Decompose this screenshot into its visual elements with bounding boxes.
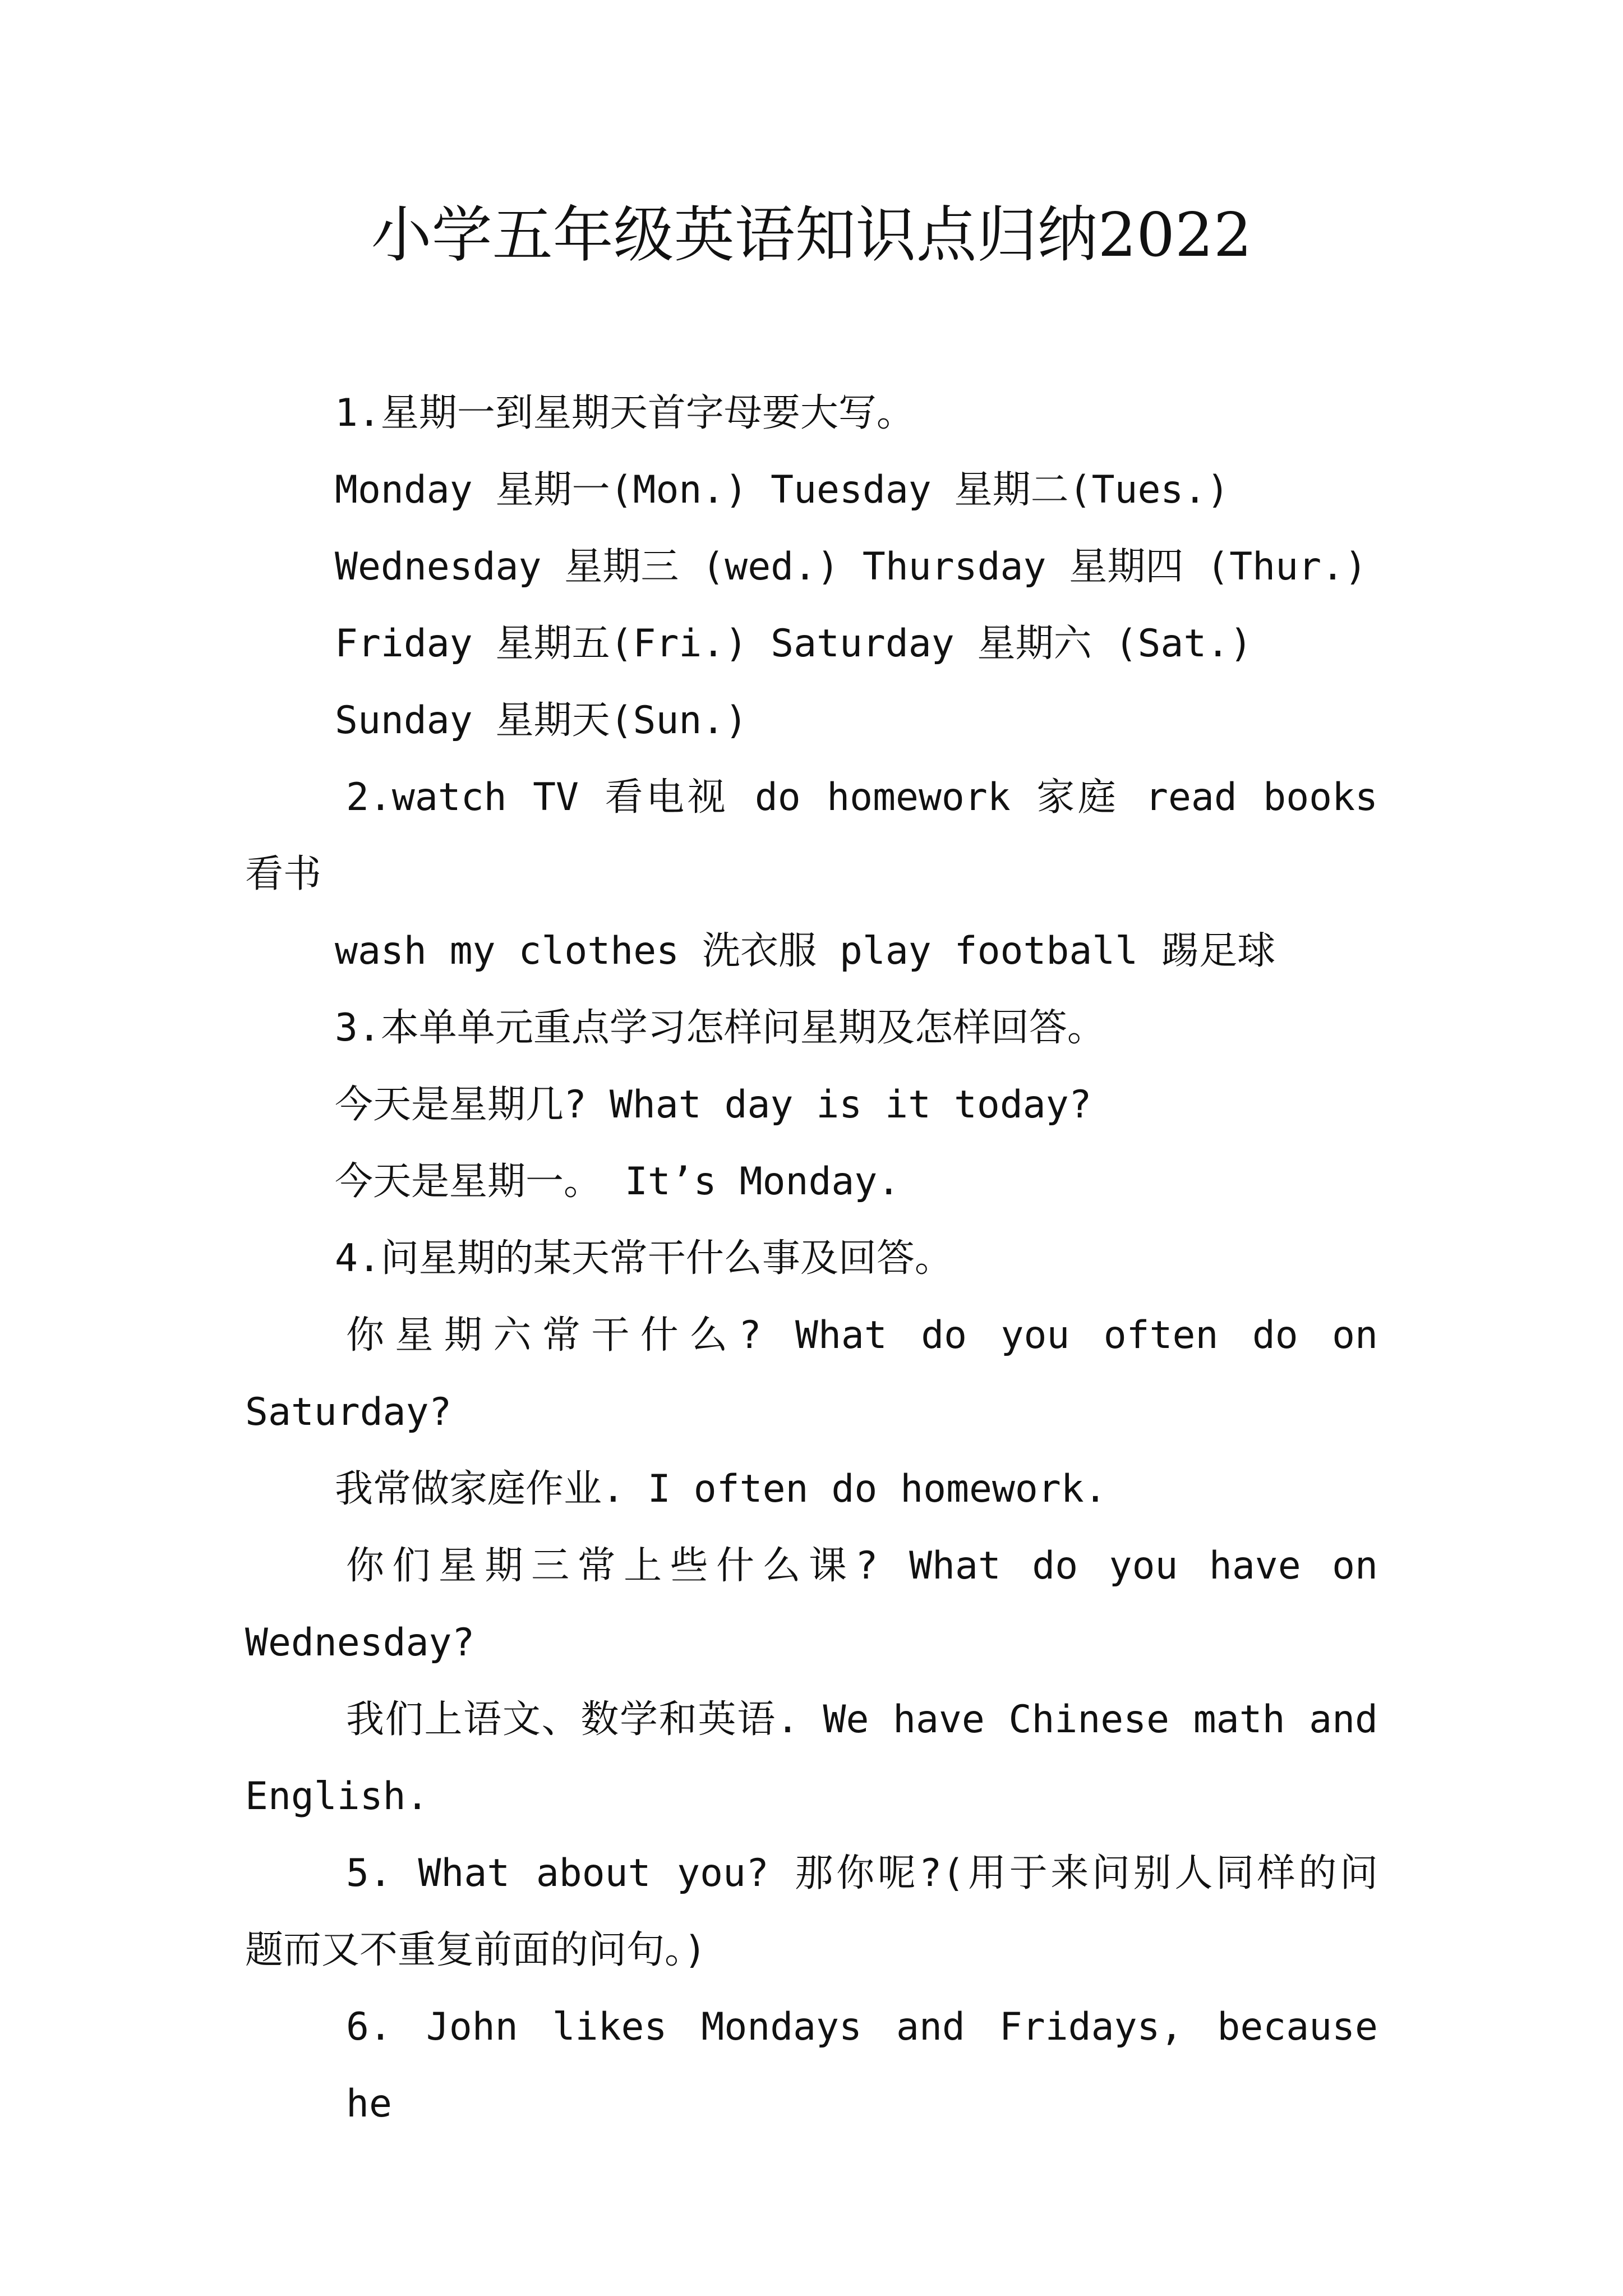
text-line: 2.watch TV 看电视 do homework 家庭 read books [346, 775, 1378, 820]
text-line: Saturday? [245, 1390, 452, 1434]
text-line: Sunday 星期天(Sun.) [335, 698, 748, 743]
text-line: 我们上语文、数学和英语. We have Chinese math and [346, 1697, 1378, 1742]
text-line: wash my clothes 洗衣服 play football 踢足球 [335, 929, 1276, 973]
text-line: 今天是星期一。 It’s Monday. [335, 1159, 901, 1204]
text-line: Friday 星期五(Fri.) Saturday 星期六 (Sat.) [335, 622, 1253, 666]
text-line: 你星期六常干什么? What do you often do on [346, 1313, 1378, 1358]
text-line: 题而又不重复前面的问句。) [245, 1928, 707, 1972]
text-line: Wednesday 星期三 (wed.) Thursday 星期四 (Thur.) [335, 545, 1367, 589]
text-line: 6. John likes Mondays and Fridays, because he [346, 2005, 1378, 2126]
document-title: 小学五年级英语知识点归纳2022 [371, 200, 1252, 270]
text-line: 今天是星期几? What day is it today? [335, 1083, 1092, 1127]
text-line: 我常做家庭作业. I often do homework. [335, 1467, 1107, 1511]
text-line: 1.星期一到星期天首字母要大写。 [335, 391, 915, 435]
text-line: Monday 星期一(Mon.) Tuesday 星期二(Tues.) [335, 468, 1230, 512]
document-body [245, 375, 1378, 2142]
text-line: English. [245, 1774, 429, 1819]
text-line: 看书 [245, 852, 322, 896]
text-line: Wednesday? [245, 1621, 475, 1665]
text-line: 3.本单单元重点学习怎样问星期及怎样回答。 [335, 1006, 1105, 1050]
text-line: 5. What about you? 那你呢?(用于来问别人同样的问 [346, 1851, 1378, 1895]
text-line: 4.问星期的某天常干什么事及回答。 [335, 1236, 953, 1281]
text-line: 你们星期三常上些什么课? What do you have on [346, 1544, 1378, 1588]
